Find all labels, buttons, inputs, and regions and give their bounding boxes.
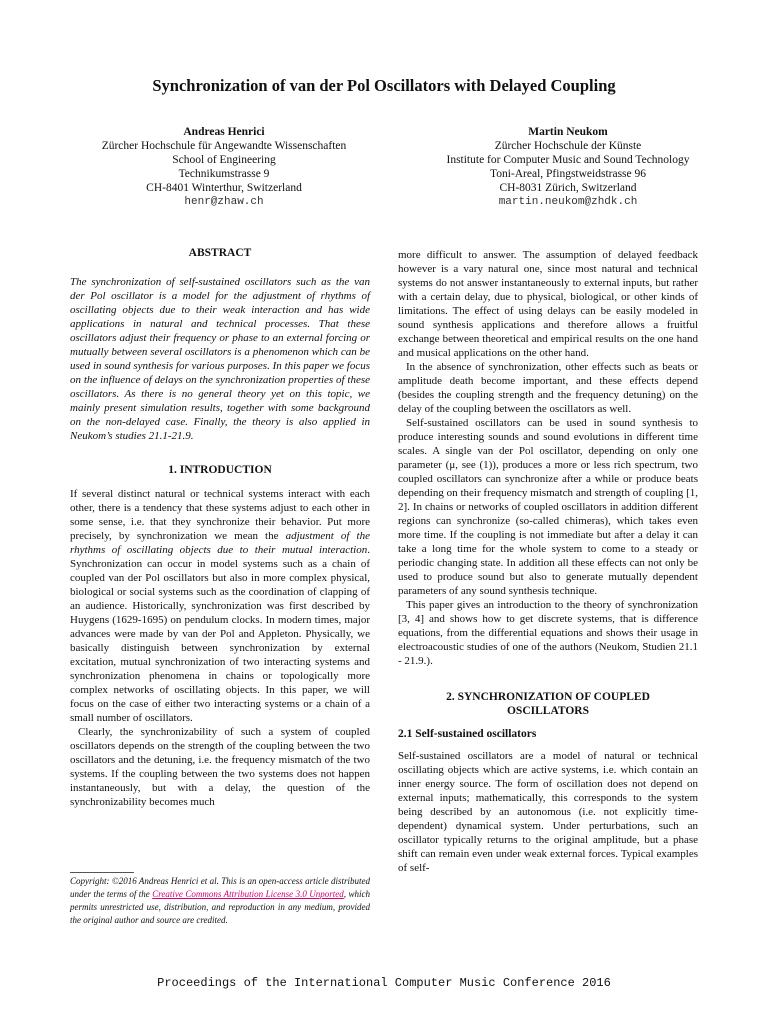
license-link[interactable]: Creative Commons Attribution License 3.0 Unported: [152, 889, 344, 899]
author-name: Martin Neukom: [528, 126, 608, 138]
abstract: [70, 246, 370, 443]
abstract-text: The synchronization of self-sustained oscillators such as the van der Pol oscillator is a model for the adjustment of rhythms of oscillating objects due to their weak interaction and has wide applications in natural and technical processes. That these oscillators adjust their frequency or phase to an external forcing or mutually between several oscillators is a phenomenon which can be used in sound synthesis for various purposes. In this paper we focus on the influence of delays on the synchronization properties of these oscillators. As there is no general theory yet on this topic, we mainly present simulation results, together with some background on the non-delayed case. Finally, the theory is also applied in Neukom’s studies 21.1-21.9.: [70, 276, 370, 442]
author-name: Andreas Henrici: [183, 126, 265, 138]
paragraph: Self-sustained oscillators can be used in sound synthesis to produce interesting sounds and sound evolutions in different time scales. A single van der Pol oscillator, depending on only one parameter (μ, see (1)), produces a more or less rich spectrum, two coupled oscillators can synchronize after a while or produce beats depending on their frequency mismatch and strength of coupling [1, 2]. In chains or networks of coupled oscillators in addition different regions can synchronize (so-called chimeras), which takes even more time. If the coupling is not immediate but after a delay it can take a long time for the whole system to come to a steady or periodic changing state. In addition all these effects can not only be used to produce sound but also to generate mutually dependent parameters of any sound synthesis technique.: [398, 417, 698, 597]
copyright-footnote: Copyright: ©2016 Andreas Henrici et al. This is an open-access article distributed under the terms of the Creative Commons Attribution License 3.0 Unported, which permits unrestricted use, distribution, and reproduction in any medium, provided the original author and source are credited.: [70, 872, 370, 927]
author-address: Toni-Areal, Pfingstweidstrasse 96: [489, 168, 646, 180]
subsection-heading: 2.1 Self-sustained oscillators: [398, 728, 537, 740]
author-address: CH-8401 Winterthur, Switzerland: [146, 182, 302, 194]
author-affiliation: Zürcher Hochschule der Künste: [494, 140, 642, 152]
author-address: Technikumstrasse 9: [178, 168, 270, 180]
author-email[interactable]: henr@zhaw.ch: [184, 196, 264, 208]
author-affiliation: School of Engineering: [172, 154, 276, 166]
author-block-1: [52, 125, 396, 209]
right-column: [398, 248, 698, 875]
paper-title: Synchronization of van der Pol Oscillators with Delayed Coupling: [152, 76, 616, 95]
section-heading-introduction: 1. INTRODUCTION: [168, 464, 272, 476]
abstract-heading: ABSTRACT: [188, 247, 252, 259]
author-block-2: [396, 125, 740, 209]
paragraph: If several distinct natural or technical systems interact with each other, there is a tendency that these systems adjust to each other in some sense, i.e. that they synchronize their behavior. Put more precisely, by synchronization we mean the adjustment of the rhythms of oscillating objects due to their mutual interaction. Synchronization can occur in model systems such as a chain of coupled van der Pol oscillators but also in more complex physical, biological or social systems such as the coordination of clapping of an audience. Historically, synchronization was first described by Huygens (1629-1695) on pendulum clocks. In modern times, major advances were made by van der Pol and Appleton. Physically, we basically distinguish between synchronization by external excitation, mutual synchronization of two interacting systems and synchronization phenomena in chains or topologically more complex networks of oscillating objects. In this paper, we will focus on the case of either two interacting systems or a chain of a small number of oscillators.: [70, 488, 370, 724]
author-email[interactable]: martin.neukom@zhdk.ch: [498, 196, 638, 208]
author-affiliation: Institute for Computer Music and Sound Technology: [446, 154, 690, 166]
author-affiliation: Zürcher Hochschule für Angewandte Wissenschaften: [101, 140, 347, 152]
left-column: [70, 246, 370, 809]
emphasis: adjustment of the rhythms of oscillating objects due to their mutual interaction: [70, 530, 370, 556]
paragraph: Self-sustained oscillators are a model of natural or technical oscillating objects which are active systems, i.e. which contain an inner energy source. The form of oscillation does not depend on external inputs; mathematically, this corresponds to the system being described by an autonomous (i.e. not explicitly time-dependent) dynamical system. Under perturbations, such an oscillator typically returns to the original amplitude, but a phase shift can remain even under weak external forces. Typical examples of self-: [398, 750, 698, 874]
paragraph: In the absence of synchronization, other effects such as beats or amplitude death become important, and these effects depend (besides the coupling strength and the frequency detuning) on the delay of the coupling between the oscillators as well.: [398, 361, 698, 415]
paragraph: more difficult to answer. The assumption of delayed feedback however is a vary natural one, since most natural and technical systems do not answer instantaneously to external inputs, but rather with a certain delay, due to physical, biological, or other kinds of limitations. The effect of using delays can be easily modeled in sound synthesis applications and therefore allows a fruitful exchange between theoretical and empirical results on the one hand and musical applications on the other hand.: [398, 249, 698, 359]
author-address: CH-8031 Zürich, Switzerland: [499, 182, 637, 194]
paragraph: This paper gives an introduction to the theory of synchronization [3, 4] and shows how to get discrete systems, that is difference equations, from the differential equations and shows their usage in electroacoustic studies of one of the authors (Neukom, Studien 21.1 - 21.9.).: [398, 599, 698, 667]
paragraph: Clearly, the synchronizability of such a system of coupled oscillators depends on the strength of the coupling between the two oscillators and the detuning, i.e. the frequency mismatch of the two systems. If the coupling between the two systems does not happen instantaneously, but with a delay, the question of the synchronizability becomes much: [70, 726, 370, 808]
section-heading-synchronization: 2. SYNCHRONIZATION OF COUPLED OSCILLATORS: [446, 691, 650, 717]
footnote-rule: [70, 872, 134, 873]
page-footer: Proceedings of the International Computer Music Conference 2016: [157, 976, 611, 990]
